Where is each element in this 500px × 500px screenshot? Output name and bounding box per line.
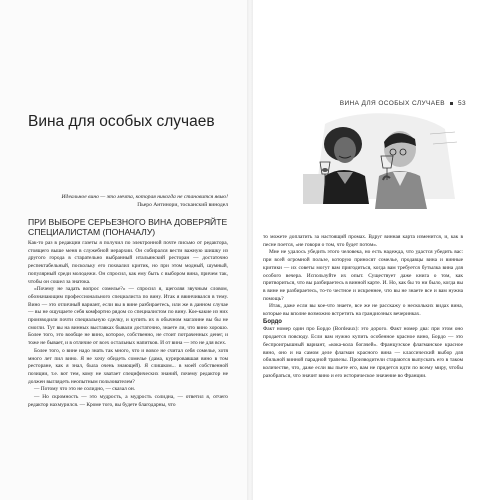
paragraph: — Потому что это не солидно, — сказал он.: [34, 386, 136, 393]
paragraph: Итак, даже если вы кое-что знаете, все же не расскажу о нескольких видах вина, которые вы вполне возможно встретить на грандиозных вечеринках.: [263, 303, 463, 318]
paragraph: Факт номер один про Бордо (Bordeaux): это дорого. Факт номер два: при этом оно продается повсюду. Если вам нужно купить особенное красное вино, Бордо — это беспроигрышный вариант, «кока-кола богачей». Французское флагманское красное вино, оно и на самом деле флагман красного вина — классический выбор для обильной винной парадной трапезы. Производители стараются выпускать его в таком количестве, что, даже если вы пьете его, вам не придется идти по всему миру, чтобы разобраться, что значит вино и его историческое значение во Франции.: [263, 326, 463, 379]
paragraph: «Почему не задать вопрос сомелье?» — спросил я, щеголяя звучным словом, обозначающим профессионального специалиста по вину. Итак я ввинчивался в тему. Вино — это отличный вариант, если вы в вине разбираетесь, или же в данном случае — вы не ощущаете себя комфортно рядом со специалистом по вину. Кое-какие из них производили почти специальную сделку, и купить их в обычном магазине вы бы не смогли. Тут вы на винных выставках бывали достаточно, знаете ли, что вино хорошо. Более того, это вообще не вино, которое, собственно, не стоит потраченных денег, и тоже не бывает, и в отличие от всех остальных напитков. И от вина — это не для всех.: [28, 286, 228, 347]
running-head-title: ВИНА ДЛЯ ОСОБЫХ СЛУЧАЕВ: [339, 100, 445, 107]
wine-tasting-illustration: [295, 104, 465, 219]
gutter: [247, 0, 253, 500]
epigraph-author: Пьеро Антинори, тосканский винодел: [137, 202, 228, 208]
epigraph-quote: Идеальное вино — это мечта, которая никогда не становится явью!: [61, 194, 228, 200]
subheading-bordeaux: Бордо: [263, 318, 282, 325]
paragraph: то можете доплатить за настоящий промах. Вдруг винная карта изменится, и, как в песне поется, «не говори о том, что будет потом».: [263, 234, 463, 248]
paragraph: Как-то раз в редакции газеты я получил по электронной почте письмо от редактора, стоящего выше меня в служебной иерархии. Он собирался вести важную шишку из другого города в старательно выбранный итальянский ресторан — достаточно респектабельный, поскольку его похвалил критик, но при этом модный, шумный, популярный среди молодежи. Он спросил, как ему быть с выбором вина, причем так, чтобы он сошел за знатока.: [28, 240, 228, 285]
page-number: 53: [457, 100, 466, 107]
paragraph: — Но скромность — это мудрость, а мудрость солидна, — ответил я, отчего редактор нахмурился. — Кроме того, вы будете благодарны, что: [28, 394, 228, 408]
chapter-title: Вина для особых случаев: [28, 113, 215, 130]
section-heading: ПРИ ВЫБОРЕ СЕРЬЕЗНОГО ВИНА ДОВЕРЯЙТЕ СПЕЦИАЛИСТАМ (ПОНАЧАЛУ): [28, 217, 228, 237]
epigraph: [28, 193, 228, 209]
right-column-text: [263, 234, 463, 380]
paragraph: Более того, о вине надо знать так много, что и вовсе не считал себя сомелье, хотя много лет пил вино. Я не хочу обидеть сомелье (дама, курировавшая вино в том ресторане, как я знал, была очень знающей). Я слишком... в моей собственной позиции, т.е. вот тем, кому не хватает специфических знаний, почему редактор не должен выглядеть неопытным пользователем?: [28, 347, 228, 385]
left-column-text: [28, 240, 228, 409]
paragraph: Мне не удалось убедить этого человека, но есть надежда, что удастся убедить вас: при всей огромной пользе, которую приносят сомелье, продавцы вина и винные критики — их советы могут вам пригодиться, когда вам требуется бутылка вина для особого вечера. Используйте их опыт. Существует даже книга о том, как притвориться, что вы разбираетесь в винной карте. И. Но, как бы то ни было, когда вы в вине не разбираетесь, то-то честное и искреннее, что вы не знаете все и вам нужна помощь?: [263, 249, 463, 302]
